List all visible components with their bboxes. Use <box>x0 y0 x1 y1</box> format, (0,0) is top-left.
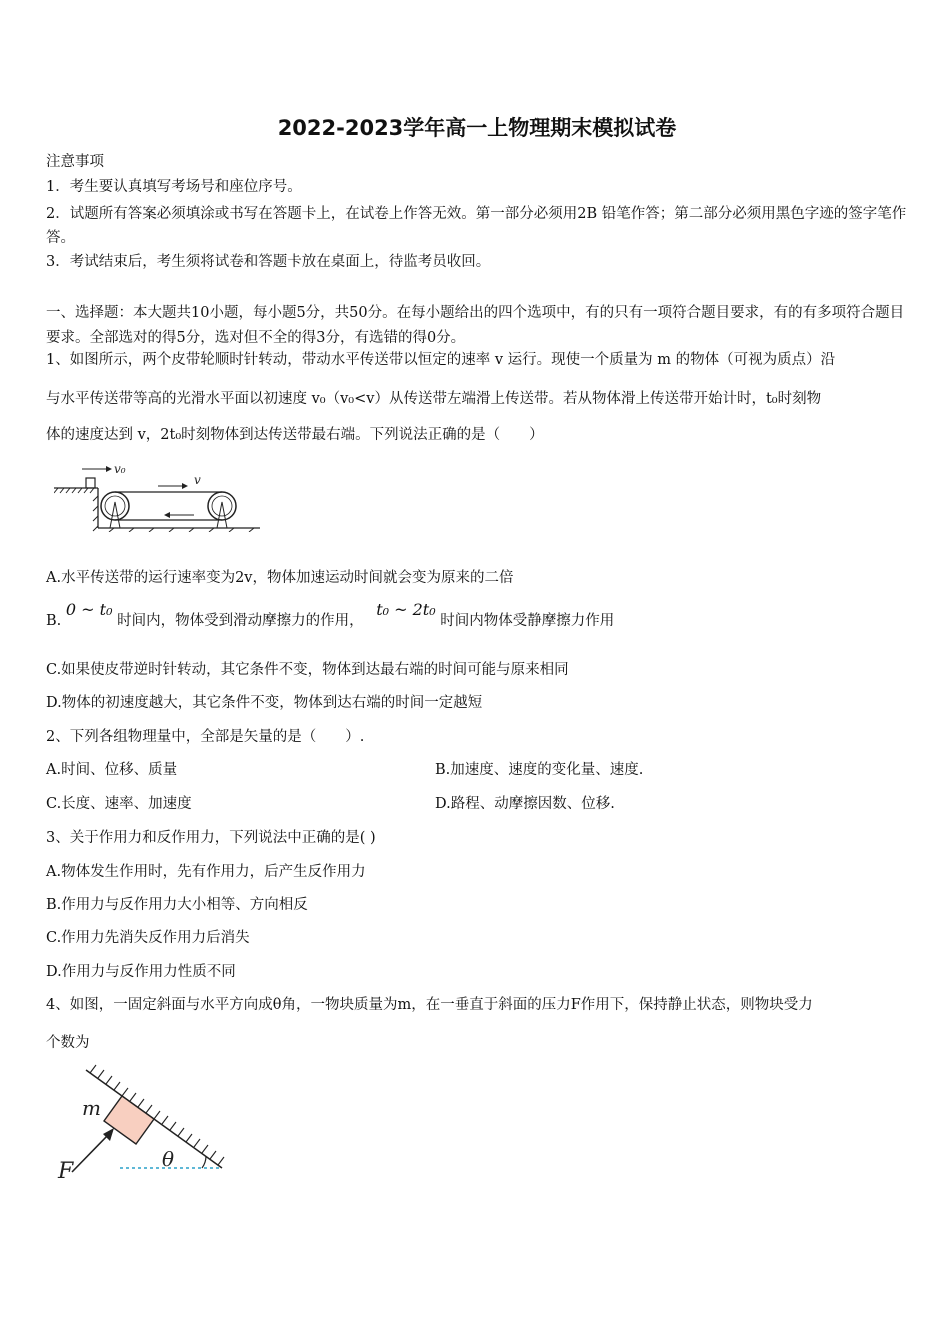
fig-label-theta: θ <box>162 1147 175 1171</box>
q4-stem-line-2: 个数为 <box>46 1035 90 1051</box>
fig-label-v0: v₀ <box>114 462 126 476</box>
fig-label-m: m <box>82 1096 101 1120</box>
q3-option-c: C.作用力先消失反作用力后消失 <box>46 930 250 946</box>
q2-stem: 2、下列各组物理量中，全部是矢量的是（ ）. <box>46 729 365 745</box>
section-intro: 一、选择题：本大题共10小题，每小题5分，共50分。在每小题给出的四个选项中，有的只有一项符合题目要求，有的有多项符合题目要求。全部选对的得5分，选对但不全的得3分，有选错的得0分。 <box>46 305 905 346</box>
q2-row-2 <box>46 794 908 814</box>
q4-stem-line-1: 4、如图，一固定斜面与水平方向成θ角，一物块质量为m，在一垂直于斜面的压力F作用下，保持静止状态，则物块受力 <box>46 997 813 1013</box>
q2-option-a: A.时间、位移、质量 <box>46 762 178 778</box>
q1-option-b-prefix: B. <box>46 613 62 629</box>
fig-label-F: F <box>58 1159 74 1184</box>
q2-option-c: C.长度、速率、加速度 <box>46 796 192 812</box>
q1-option-b-suffix: 时间内物体受静摩擦力作用 <box>440 613 615 629</box>
q3-option-b: B.作用力与反作用力大小相等、方向相反 <box>46 897 308 913</box>
q2-row-1 <box>46 760 908 780</box>
q1-option-b-math-1: 0 ~ t₀ <box>65 600 113 619</box>
q1-option-b-math-2: t₀ ~ 2t₀ <box>376 600 436 619</box>
q2-option-b: B.加速度、速度的变化量、速度. <box>435 762 644 778</box>
q1-stem-line-2: 与水平传送带等高的光滑水平面以初速度 v₀（v₀<v）从传送带左端滑上传送带。若从物体滑上传送带开始计时，t₀时刻物 <box>46 391 822 407</box>
q2-option-d: D.路程、动摩擦因数、位移. <box>435 796 615 812</box>
notice-item-3: 3．考试结束后，考生须将试卷和答题卡放在桌面上，待监考员收回。 <box>46 254 491 270</box>
q3-stem: 3、关于作用力和反作用力，下列说法中正确的是( ) <box>46 830 376 846</box>
q1-option-a: A.水平传送带的运行速率变为2v，物体加速运动时间就会变为原来的二倍 <box>46 570 514 586</box>
q1-stem-line-3: 体的速度达到 v，2t₀时刻物体到达传送带最右端。下列说法正确的是（ ） <box>46 427 544 443</box>
page-title: 2022-2023学年高一上物理期末模拟试卷 <box>277 116 677 140</box>
q1-stem-line-1: 1、如图所示，两个皮带轮顺时针转动，带动水平传送带以恒定的速率 v 运行。现使一个质量为 m 的物体（可视为质点）沿 <box>46 352 836 368</box>
q1-option-d: D.物体的初速度越大，其它条件不变，物体到达右端的时间一定越短 <box>46 695 483 711</box>
fig-label-v: v <box>194 473 201 487</box>
q3-option-d: D.作用力与反作用力性质不同 <box>46 964 236 980</box>
q1-option-b <box>46 600 908 631</box>
conveyor-belt-figure <box>54 456 274 532</box>
q1-option-c: C.如果使皮带逆时针转动，其它条件不变，物体到达最右端的时间可能与原来相同 <box>46 662 569 678</box>
incline-figure <box>56 1062 236 1186</box>
q3-option-a: A.物体发生作用时，先有作用力，后产生反作用力 <box>46 864 366 880</box>
q1-option-b-mid: 时间内，物体受到滑动摩擦力的作用， <box>117 613 364 629</box>
notice-item-1: 1．考生要认真填写考场号和座位序号。 <box>46 179 302 195</box>
notice-item-2: 2．试题所有答案必须填涂或书写在答题卡上，在试卷上作答无效。第一部分必须用2B 铅笔作答；第二部分必须用黑色字迹的签字笔作答。 <box>46 206 907 246</box>
notice-heading: 注意事项 <box>46 154 104 170</box>
